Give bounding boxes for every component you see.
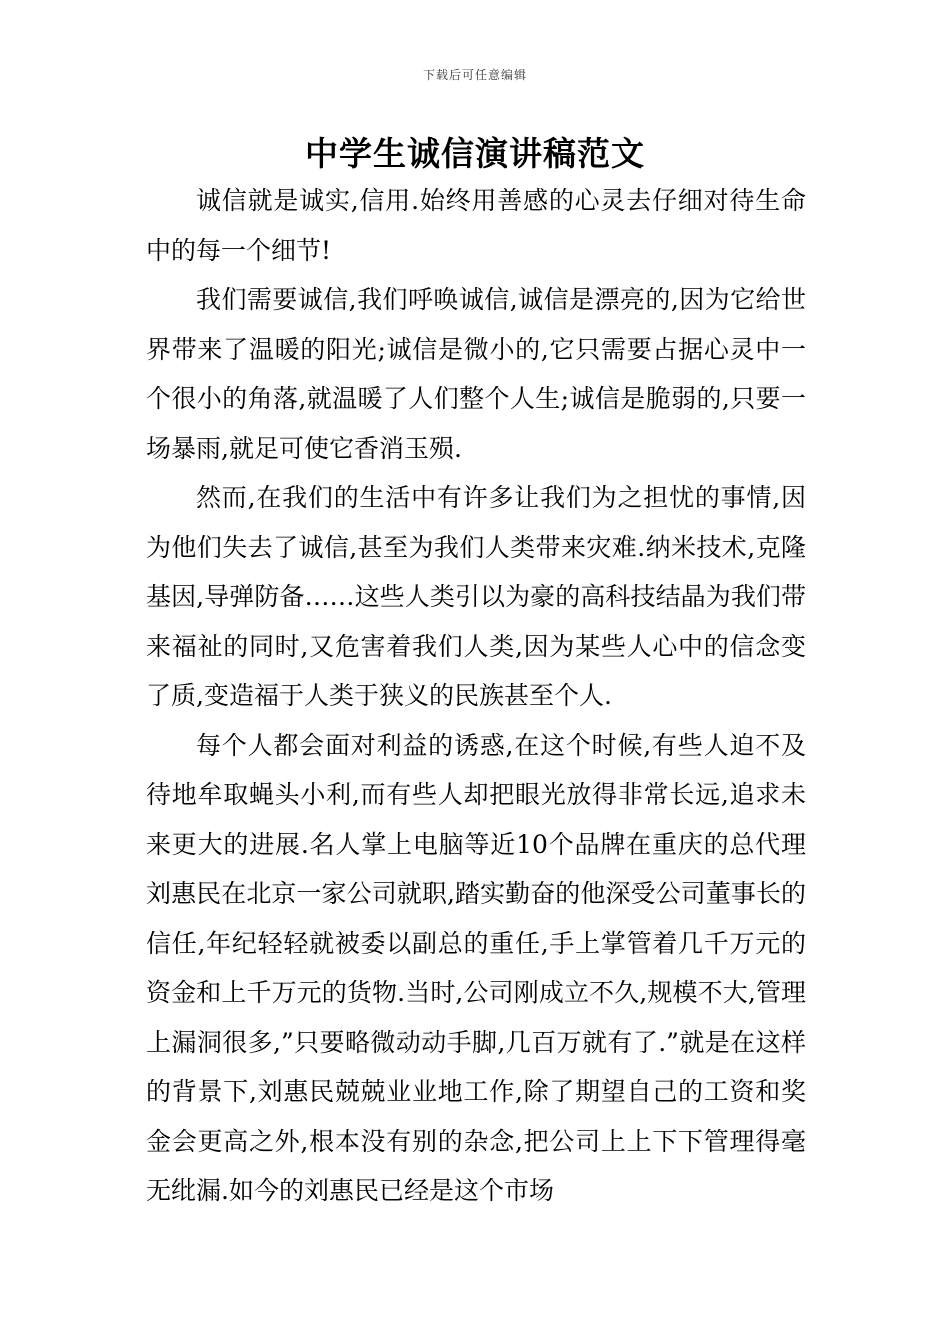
paragraph-3: 然而,在我们的生活中有许多让我们为之担忧的事情,因为他们失去了诚信,甚至为我们人类带来灾难.纳米技术,克隆基因,导弹防备……这些人类引以为豪的高科技结晶为我们带来福祉的同时,又危害着我们人类,因为某些人心中的信念变了质,变造福于人类于狭义的民族甚至个人. bbox=[146, 483, 806, 710]
paragraph-4: 每个人都会面对利益的诱惑,在这个时候,有些人迫不及待地牟取蝇头小利,而有些人却把眼光放得非常长远,追求未来更大的进展.名人掌上电脑等近10个品牌在重庆的总代理刘惠民在北京一家公司就职,踏实勤奋的他深受公司董事长的信任,年纪轻轻就被委以副总的重任,手上掌管着几千万元的资金和上千万元的货物.当时,公司刚成立不久,规模不大,管理上漏洞很多,”只要略微动动手脚,几百万就有了.”就是在这样的背景下,刘惠民兢兢业业地工作,除了期望自己的工资和奖金会更高之外,根本没有别的杂念,把公司上上下下管理得毫无纰漏.如今的刘惠民已经是这个市场 bbox=[146, 730, 806, 1205]
paragraph-2: 我们需要诚信,我们呼唤诚信,诚信是漂亮的,因为它给世界带来了温暖的阳光;诚信是微小的,它只需要占据心灵中一个很小的角落,就温暖了人们整个人生;诚信是脆弱的,只要一场暴雨,就足可使它香消玉殒. bbox=[146, 285, 806, 463]
document-body bbox=[146, 176, 806, 1216]
header-note: 下载后可任意编辑 bbox=[422, 68, 527, 82]
document-title: 中学生诚信演讲稿范文 bbox=[305, 134, 645, 173]
paragraph-1: 诚信就是诚实,信用.始终用善感的心灵去仔细对待生命中的每一个细节! bbox=[146, 186, 806, 265]
